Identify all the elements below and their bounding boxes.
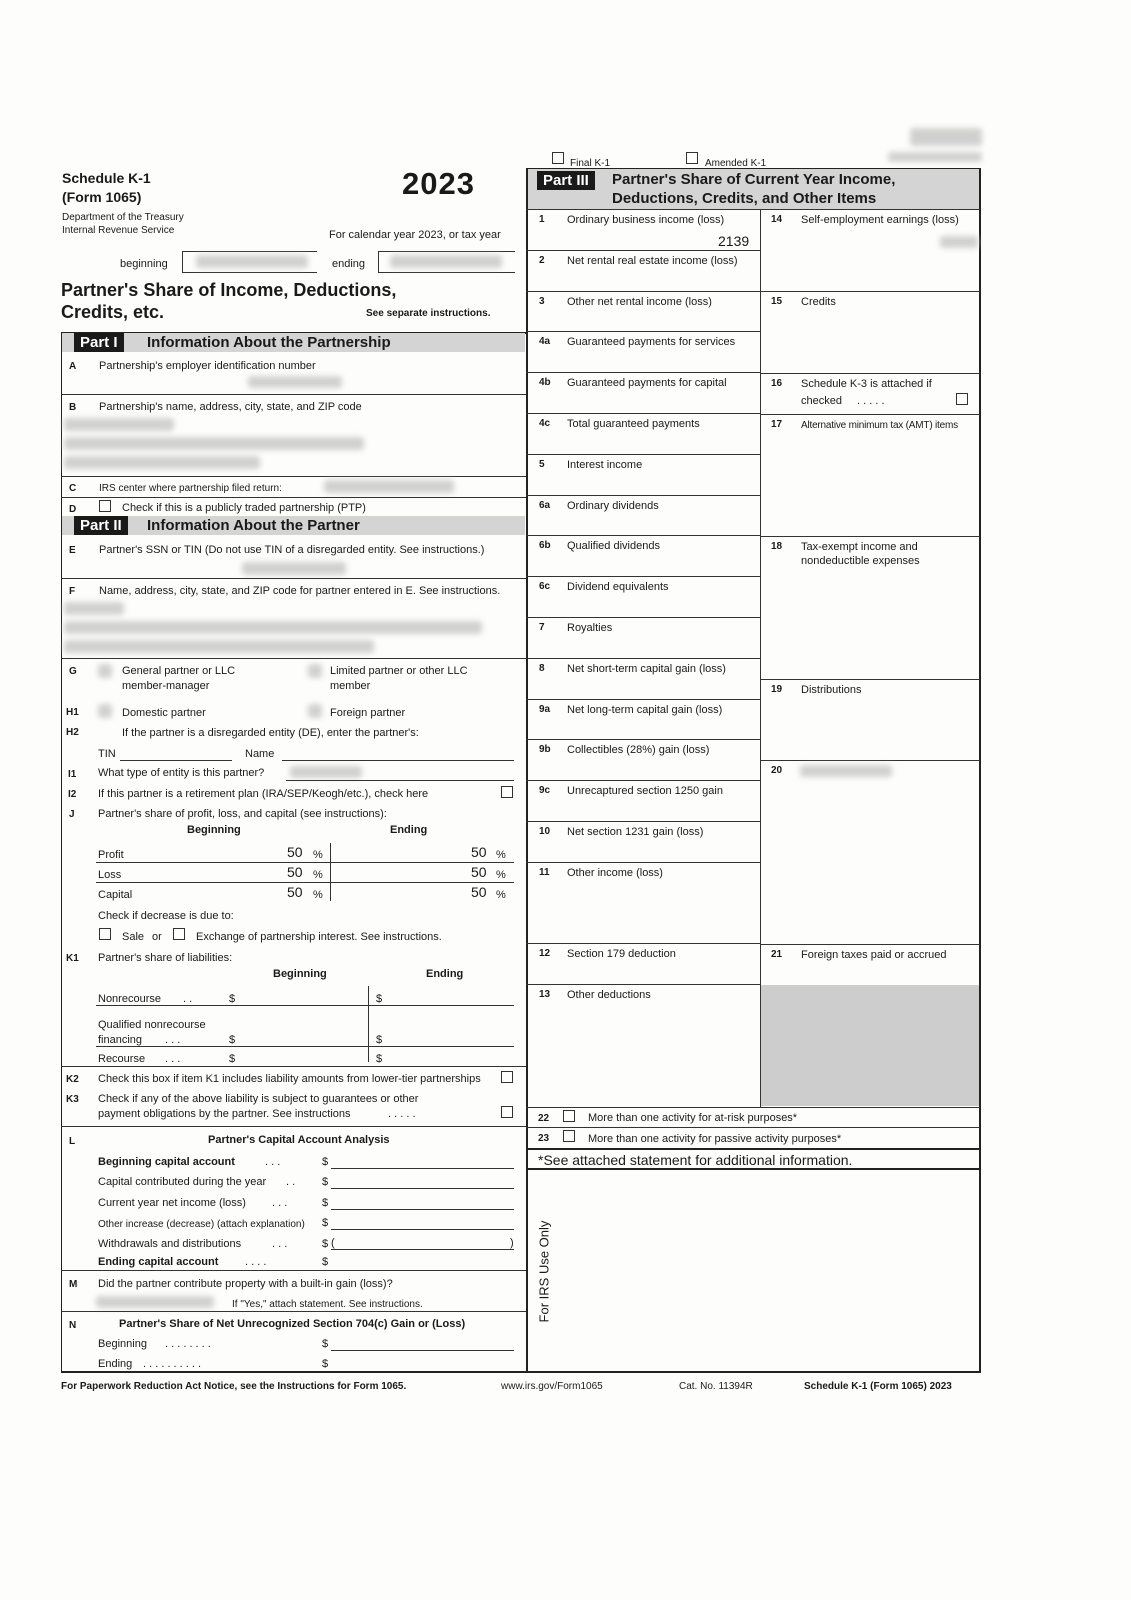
j-capital-beginning-pct: % [313,889,323,901]
part3-title-line1: Partner's Share of Current Year Income, [612,171,896,188]
form-title-line1: Partner's Share of Income, Deductions, [61,280,397,300]
j-capital-ending-pct: % [496,889,506,901]
item-22-rule [526,1107,980,1108]
part3-item-17[interactable] [761,414,979,444]
retirement-plan-checkbox[interactable] [501,786,513,798]
part3-item-16[interactable] [761,373,979,407]
de-name-label: Name [245,748,275,760]
form-name: Schedule K-1 [62,170,151,186]
item-20-code-redacted [800,765,892,777]
item-c-rule [61,497,526,498]
item-f-letter: F [69,586,76,597]
de-name-field[interactable] [282,760,514,761]
part1-title: Information About the Partnership [147,334,391,351]
item-m-rule [61,1311,526,1312]
item-label: Other net rental income (loss) [567,295,712,308]
part3-item-19[interactable] [761,679,979,709]
k1-recourse-rule [61,1066,526,1067]
item-label: Guaranteed payments for capital [567,377,727,390]
item-num: 4a [539,336,551,348]
part2-label: Part II [74,516,128,535]
item-num: 10 [539,826,551,837]
item-16-dots: . . . . . [857,395,885,407]
item-f-label: Name, address, city, state, and ZIP code for partner entered in E. See instructions. [99,585,501,597]
j-profit-label: Profit [98,849,124,861]
beginning-date-redacted [196,255,308,268]
item-num: 7 [539,622,545,633]
sale-checkbox[interactable] [99,928,111,940]
part1-label: Part I [74,333,124,352]
form-reference: Schedule K-1 (Form 1065) 2023 [804,1381,952,1392]
item-14-value-redacted [940,236,978,248]
l-other-increase-label: Other increase (decrease) (attach explanation) [98,1219,305,1230]
item-f-rule [61,658,526,659]
item-label: Credits [801,296,836,308]
item-i2-label: If this partner is a retirement plan (IRA/SEP/Keogh/etc.), check here [98,788,429,800]
item-label: Self-employment earnings (loss) [801,214,959,226]
j-loss-ending: 50 [471,864,487,880]
ending-date-redacted [390,255,502,268]
k1-nonrecourse-label: Nonrecourse [98,993,161,1005]
j-profit-ending: 50 [471,844,487,860]
item-num: 5 [539,458,545,470]
cat-number: Cat. No. 11394R [679,1381,753,1392]
k1-nonrecourse-dots: . . [183,993,193,1005]
part3-item-14[interactable] [761,209,979,239]
item-num: 6b [539,540,551,552]
l-withdrawals-field[interactable] [331,1249,514,1250]
part3-item-4a[interactable] [527,331,760,372]
item-label: Ordinary business income (loss) [567,214,725,226]
item-b-label: Partnership's name, address, city, state, and ZIP code [99,401,362,413]
omb-subtext-redacted [888,152,982,162]
n-title: Partner's Share of Net Unrecognized Section 704(c) Gain or (Loss) [119,1318,466,1330]
part3-title-line2: Deductions, Credits, and Other Items [612,190,877,207]
item-n-letter: N [69,1320,77,1331]
part3-item-13[interactable] [527,984,760,1025]
item-22-num: 22 [538,1113,550,1124]
j-ending-header: Ending [390,824,428,836]
item-num: 11 [539,866,550,878]
limited-partner-label-2: member [330,680,371,692]
n-beginning-dollar: $ [322,1338,329,1350]
part3-item-4b[interactable] [527,372,760,413]
item-h2-label: If the partner is a disregarded entity (DE), enter the partner's: [122,727,419,739]
item-label: Net rental real estate income (loss) [567,254,738,267]
item-j-letter: J [69,809,75,820]
calendar-year-text: For calendar year 2023, or tax year [329,229,501,241]
item-num: 6c [539,581,551,593]
item-num: 13 [539,989,551,1001]
part3-item-7[interactable] [527,617,760,658]
item-label: Unrecaptured section 1250 gain [567,785,723,798]
k1-recourse-dots: . . . [165,1053,181,1065]
k1-nonrecourse-beg-dollar: $ [229,993,236,1005]
item-k2-letter: K2 [66,1074,79,1085]
l-other-increase-field[interactable] [331,1229,514,1230]
n-ending-dots: . . . . . . . . . . [143,1358,202,1370]
item-c-letter: C [69,483,77,494]
k1-ending-header: Ending [426,968,464,980]
item-23-label: More than one activity for passive activity purposes* [588,1133,842,1145]
item-label-line1: Schedule K-3 is attached if [801,378,932,390]
k1-nonrecourse-rule[interactable] [96,1005,514,1006]
j-column-divider [330,843,331,901]
item-label: Net long-term capital gain (loss) [567,703,723,716]
item-l-letter: L [69,1136,76,1147]
item-a-rule [61,394,526,395]
k1-qualified-rule[interactable] [96,1046,514,1047]
foreign-partner-label: Foreign partner [330,707,406,719]
item-num: 18 [771,541,783,552]
form-title-line2: Credits, etc. [61,302,165,322]
l-row4-dots: . . . [272,1238,288,1250]
general-partner-checkbox-redacted[interactable] [98,664,112,678]
foreign-partner-checkbox-redacted[interactable] [308,704,322,718]
k1-nonrecourse-end-dollar: $ [376,993,383,1005]
j-capital-ending: 50 [471,884,487,900]
item-i1-label: What type of entity is this partner? [98,767,265,779]
item-label: Total guaranteed payments [567,418,700,430]
item-e-rule [61,578,526,579]
item-label-line2: nondeductible expenses [801,555,920,567]
l-row2-dots: . . . [272,1197,288,1209]
part3-item-15[interactable] [761,291,979,321]
item-label: Net short-term capital gain (loss) [567,662,726,675]
partnership-name-redacted [64,418,174,431]
item-23-num: 23 [538,1133,550,1144]
item-label: Guaranteed payments for services [567,336,736,349]
n-beginning-label: Beginning [98,1338,147,1350]
part3-item-3[interactable] [527,291,760,332]
item-m-label: Did the partner contribute property with a built-in gain (loss)? [98,1278,393,1290]
k1-qualified-dots: . . . [165,1034,181,1046]
item-num: 9b [539,744,551,756]
n-ending-label: Ending [98,1358,133,1370]
n-beginning-dots: . . . . . . . . [165,1338,211,1350]
department: Department of the Treasury [62,212,184,223]
l-withdrawals-label: Withdrawals and distributions [98,1238,242,1250]
m-answer-redacted[interactable] [96,1296,214,1308]
item-h2-letter: H2 [66,727,79,738]
item-num: 16 [771,378,783,389]
item-label: Ordinary dividends [567,499,659,512]
item-22-label: More than one activity for at-risk purposes* [588,1112,798,1124]
service: Internal Revenue Service [62,225,175,236]
domestic-partner-checkbox-redacted[interactable] [98,704,112,718]
n-ending-dollar: $ [322,1358,329,1370]
entity-type-redacted [290,766,362,778]
right-frame-edge [979,168,981,1372]
item-a-label: Partnership's employer identification number [99,360,316,372]
part3-item-6a[interactable] [527,495,760,536]
j-profit-rule [96,862,514,863]
l-row1-dollar: $ [322,1176,329,1188]
j-beginning-header: Beginning [187,824,241,836]
j-loss-beginning: 50 [287,864,303,880]
n-beginning-field[interactable] [331,1350,514,1351]
statement-top-rule [526,1148,981,1150]
l-title: Partner's Capital Account Analysis [208,1134,390,1146]
item-label: Net section 1231 gain (loss) [567,826,704,838]
l-row4-open-paren: ( [331,1237,335,1249]
j-capital-beginning: 50 [287,884,303,900]
item-h1-letter: H1 [66,707,79,718]
see-separate-instructions: See separate instructions. [366,308,491,319]
part3-item-18[interactable] [761,536,979,566]
entity-type-field[interactable] [286,780,514,781]
item-num: 9c [539,785,551,797]
item-num: 4c [539,418,551,429]
k1-recourse-beg-dollar: $ [229,1053,236,1065]
item-g-letter: G [69,666,77,677]
item-label: Royalties [567,622,613,634]
final-k1-label: Final K-1 [570,158,611,169]
item-22-checkbox[interactable] [563,1110,575,1122]
partner-address-redacted [64,621,482,634]
item-1-value: 2139 [718,233,750,249]
item-label: Foreign taxes paid or accrued [801,949,947,961]
bottom-frame [61,1371,981,1373]
l-row1-dots: . . [286,1176,296,1188]
item-label: Dividend equivalents [567,581,669,594]
part3-item-6c[interactable] [527,576,760,617]
item-i2-letter: I2 [68,789,77,800]
paperwork-notice: For Paperwork Reduction Act Notice, see the Instructions for Form 1065. [61,1381,407,1392]
l-row0-dollar: $ [322,1156,329,1168]
limited-partner-checkbox-redacted[interactable] [308,664,322,678]
item-label: Alternative minimum tax (AMT) items [801,420,958,431]
general-partner-label-2: member-manager [122,680,210,692]
j-profit-beginning-pct: % [313,849,323,861]
item-d-label: Check if this is a publicly traded partnership (PTP) [122,502,366,514]
item-k3-rule [61,1126,526,1127]
part3-item-4c[interactable] [527,413,760,454]
irs-center-redacted [324,480,454,493]
j-loss-beginning-pct: % [313,869,323,881]
item-label: Qualified dividends [567,540,660,553]
l-row5-dots: . . . . [245,1256,267,1268]
statement-bottom-rule [526,1168,981,1170]
item-label: Interest income [567,458,643,471]
left-frame-edge [61,332,62,1372]
part3-item-2[interactable] [527,250,760,291]
item-23-rule [526,1127,980,1128]
part3-item-21[interactable] [761,944,979,974]
attached-statement-note: *See attached statement for additional information. [538,1152,853,1168]
item-23-checkbox[interactable] [563,1130,575,1142]
item-b-rule [61,476,526,477]
ptp-checkbox[interactable] [99,500,111,512]
j-loss-label: Loss [98,869,122,881]
omb-number-redacted [910,128,982,146]
partner-ssn-redacted [242,562,346,575]
j-loss-rule [96,882,514,883]
l-net-income-field[interactable] [331,1209,514,1210]
item-num: 21 [771,949,783,960]
item-num: 4b [539,377,551,389]
j-decrease-label: Check if decrease is due to: [98,910,234,922]
l-ending-capital-label: Ending capital account [98,1256,219,1268]
part3-item-12[interactable] [527,943,760,984]
de-tin-field[interactable] [120,760,232,761]
j-capital-label: Capital [98,889,133,901]
de-tin-label: TIN [98,748,116,760]
item-label: Other deductions [567,989,651,1002]
item-b-letter: B [69,402,77,413]
item-num: 9a [539,703,551,715]
shaded-area [761,985,979,1106]
item-num: 12 [539,948,551,960]
irs-url[interactable]: www.irs.gov/Form1065 [501,1381,603,1392]
item-num: 19 [771,684,783,695]
k1-recourse-end-dollar: $ [376,1053,383,1065]
limited-partner-label-1: Limited partner or other LLC [330,665,468,677]
part2-title: Information About the Partner [147,517,360,534]
item-e-label: Partner's SSN or TIN (Do not use TIN of a disregarded entity. See instructions.) [99,544,485,556]
k1-qualified-label-1: Qualified nonrecourse [98,1019,206,1031]
l-beginning-capital-label: Beginning capital account [98,1156,235,1168]
partner-name-redacted [64,602,124,615]
l-contributed-label: Capital contributed during the year [98,1176,267,1188]
item-num: 15 [771,296,783,307]
part3-label: Part III [537,171,595,190]
l-beginning-capital-field[interactable] [331,1168,514,1169]
item-k1-label: Partner's share of liabilities: [98,952,233,964]
part3-mid-divider [760,209,761,1107]
item-d-letter: D [69,504,77,515]
l-row5-dollar: $ [322,1256,329,1268]
part3-item-11[interactable] [527,862,760,903]
item-label: Collectibles (28%) gain (loss) [567,744,710,757]
item-k3-letter: K3 [66,1094,79,1105]
ein-redacted [248,376,342,388]
item-a-letter: A [69,361,77,372]
general-partner-label-1: General partner or LLC [122,665,236,677]
l-row3-dollar: $ [322,1217,329,1229]
item-num: 1 [539,214,545,225]
amended-k1-label: Amended K-1 [705,158,767,169]
part3-item-6b[interactable] [527,535,760,576]
part3-item-10[interactable] [527,821,760,862]
l-row4-close-paren: ) [510,1237,514,1249]
item-num: 20 [771,765,783,776]
partnership-address-redacted [64,437,364,450]
j-loss-ending-pct: % [496,869,506,881]
item-k3-label-2: payment obligations by the partner. See instructions [98,1108,351,1120]
item-k1-letter: K1 [66,953,79,964]
irs-use-only: For IRS Use Only [536,1220,552,1323]
sale-label: Sale [122,931,145,943]
item-label-line2: checked [801,395,842,407]
j-profit-beginning: 50 [287,844,303,860]
tax-year: 2023 [402,166,475,201]
l-row4-dollar: $ [322,1238,329,1250]
item-num: 17 [771,419,783,430]
item-j-label: Partner's share of profit, loss, and capital (see instructions): [98,808,387,820]
item-label-line1: Tax-exempt income and [801,541,918,553]
k1-column-divider [368,986,369,1062]
part3-item-5[interactable] [527,454,760,495]
l-row2-dollar: $ [322,1197,329,1209]
form-number: (Form 1065) [62,189,142,205]
k1-recourse-label: Recourse [98,1053,146,1065]
item-label: Distributions [801,684,862,696]
l-ending-capital-rule [61,1270,526,1271]
k1-qualified-beg-dollar: $ [229,1034,236,1046]
l-contributed-field[interactable] [331,1188,514,1189]
beginning-label: beginning [120,258,168,270]
k3-dots: . . . . . [388,1108,416,1120]
part3-item-8[interactable] [527,658,760,699]
partnership-city-redacted [64,456,260,469]
item-num: 6a [539,499,551,511]
exchange-label: Exchange of partnership interest. See instructions. [196,931,442,943]
item-i1-letter: I1 [68,769,77,780]
k1-qualified-label-2: financing [98,1034,143,1046]
item-num: 3 [539,295,545,307]
k2-checkbox[interactable] [501,1071,513,1083]
k3-checkbox[interactable] [501,1106,513,1118]
item-m-note: If "Yes," attach statement. See instructions. [232,1299,423,1310]
item-e-letter: E [69,545,76,556]
item-label: Section 179 deduction [567,948,676,961]
item-m-letter: M [69,1279,78,1290]
k1-beginning-header: Beginning [273,968,327,980]
ending-label: ending [332,258,366,270]
item-label: Other income (loss) [567,866,663,879]
l-row0-dots: . . . [265,1156,281,1168]
final-k1-checkbox[interactable] [552,152,564,164]
item-k3-label-1: Check if any of the above liability is subject to guarantees or other [98,1093,419,1105]
item-num: 8 [539,662,545,674]
l-net-income-label: Current year net income (loss) [98,1197,246,1209]
schedule-k3-checkbox[interactable] [956,393,968,405]
item-num: 14 [771,214,783,225]
or-label: or [152,931,162,943]
item-c-label: IRS center where partnership filed return: [99,483,282,494]
partner-city-redacted [64,640,374,653]
part3-item-9a[interactable] [527,699,760,740]
part3-item-9b[interactable] [527,739,760,780]
part3-item-9c[interactable] [527,780,760,821]
exchange-checkbox[interactable] [173,928,185,940]
j-profit-ending-pct: % [496,849,506,861]
k1-qualified-end-dollar: $ [376,1034,383,1046]
domestic-partner-label: Domestic partner [122,707,206,719]
item-num: 2 [539,254,545,266]
amended-k1-checkbox[interactable] [686,152,698,164]
item-k2-label: Check this box if item K1 includes liability amounts from lower-tier partnerships [98,1073,481,1085]
